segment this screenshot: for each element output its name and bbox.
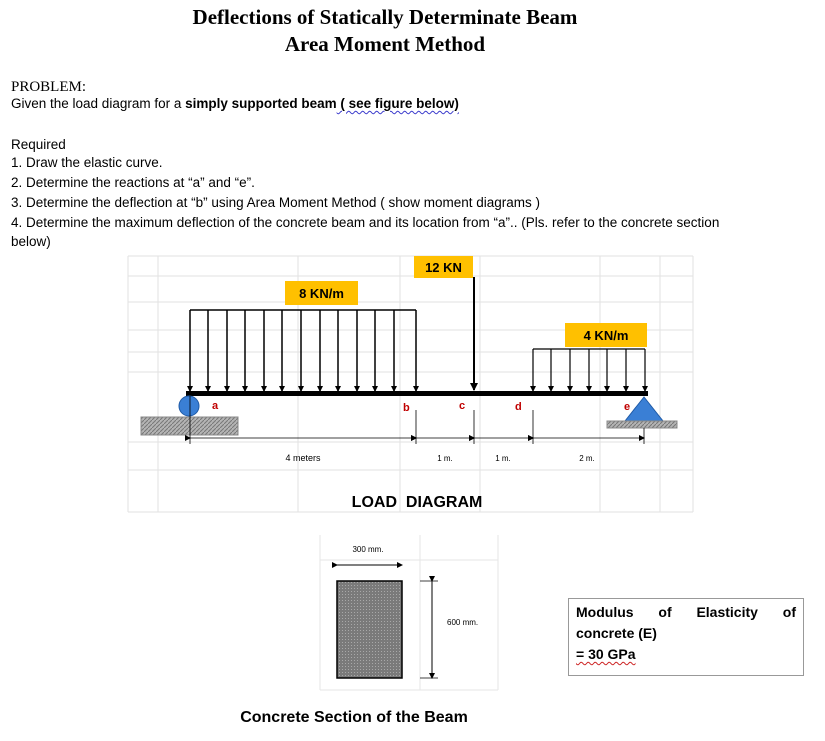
required-item-1: 1. Draw the elastic curve. [11,155,163,170]
required-item-4: 4. Determine the maximum deflection of the concrete beam and its location from “a”.. (Pls. refer to the concrete section [11,215,720,230]
modulus-box [568,598,804,676]
section-height-label: 600 mm. [447,618,479,627]
point-label-d: d [515,401,522,413]
section-width-label: 300 mm. [352,545,384,554]
dim-label-cd: 1 m. [495,454,511,463]
diagram-grid [128,256,693,512]
section-caption: Concrete Section of the Beam [240,709,468,726]
dimension-lines [190,396,644,444]
modulus-line-2: concrete (E) [576,625,657,641]
ground-hatch-e [607,421,677,428]
given-bold-tail: ( see figure below) [336,96,459,111]
ground-hatch-a [141,417,238,435]
pin-support-e [625,397,663,421]
udl-8knm [190,310,416,391]
load-12kn-label: 12 KN [425,260,462,275]
page-subtitle: Area Moment Method [284,32,486,56]
given-prefix: Given the load diagram for a [11,96,186,111]
modulus-word-1: Modulus [576,604,634,620]
modulus-line-1 [576,602,796,623]
load-8knm-label: 8 KN/m [299,286,344,301]
modulus-word-4: of [782,604,796,620]
point-label-a: a [212,400,219,412]
dim-label-bc: 1 m. [437,454,453,463]
given-bold: simply supported beam [185,96,337,111]
modulus-value: = 30 GPa [576,646,636,662]
point-label-c: c [459,400,466,412]
beam [186,391,648,396]
roller-support-a [179,396,199,416]
load-4knm-label: 4 KN/m [583,328,629,343]
load-diagram-caption: LOAD DIAGRAM [351,494,483,511]
dim-label-ab: 4 meters [285,453,321,463]
required-item-4-continued: below) [11,234,51,249]
required-item-2: 2. Determine the reactions at “a” and “e”. [11,175,255,190]
problem-label: PROBLEM: [11,79,87,95]
page-title: Deflections of Statically Determinate Beam [192,5,578,29]
udl-4knm [533,349,645,391]
required-label: Required [11,137,66,152]
modulus-word-3: Elasticity [696,604,758,620]
modulus-word-2: of [658,604,672,620]
concrete-section [337,581,402,678]
required-item-3: 3. Determine the deflection at “b” using Area Moment Method ( show moment diagrams ) [11,195,540,210]
dim-label-de: 2 m. [579,454,595,463]
point-label-e: e [624,401,631,413]
point-label-b: b [403,402,410,414]
